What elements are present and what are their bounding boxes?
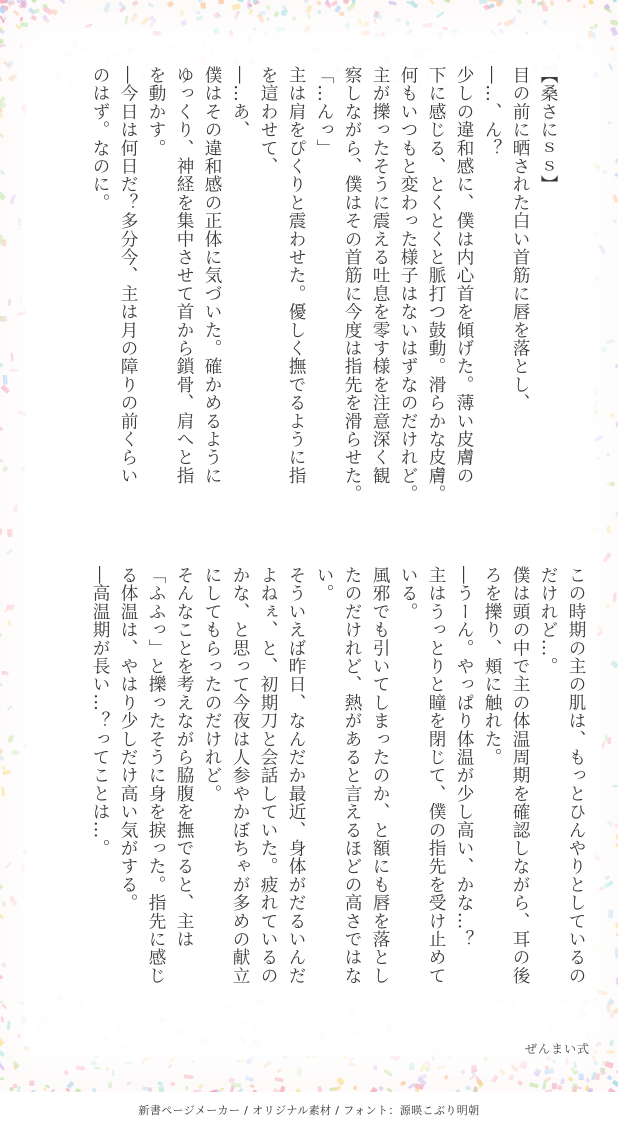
confetti-piece	[76, 1065, 85, 1070]
confetti-piece	[442, 27, 448, 30]
confetti-piece	[51, 9, 58, 16]
confetti-piece	[373, 18, 377, 25]
confetti-piece	[599, 887, 604, 891]
confetti-piece	[305, 5, 312, 14]
confetti-piece	[542, 19, 547, 25]
confetti-piece	[460, 1069, 465, 1074]
confetti-piece	[19, 1001, 25, 1006]
confetti-piece	[614, 922, 618, 928]
confetti-piece	[0, 362, 3, 368]
confetti-piece	[586, 1078, 590, 1083]
confetti-piece	[567, 1076, 573, 1082]
confetti-piece	[542, 1080, 547, 1090]
confetti-piece	[331, 0, 338, 7]
confetti-piece	[20, 466, 25, 472]
confetti-piece	[565, 1057, 569, 1065]
confetti-piece	[516, 0, 522, 5]
confetti-piece	[198, 0, 204, 3]
confetti-piece	[597, 990, 608, 995]
confetti-piece	[595, 1041, 602, 1047]
footer-credit: 新書ページメーカー / オリジナル素材 / フォント：源暎こぶり明朝	[0, 1092, 618, 1132]
confetti-piece	[108, 1081, 112, 1088]
confetti-piece	[1, 787, 5, 797]
confetti-piece	[250, 1084, 255, 1088]
confetti-piece	[573, 1062, 576, 1069]
confetti-piece	[10, 369, 20, 372]
confetti-piece	[13, 504, 19, 512]
confetti-piece	[148, 15, 156, 24]
confetti-piece	[8, 620, 12, 626]
confetti-piece	[184, 1074, 194, 1079]
confetti-piece	[0, 1063, 5, 1071]
confetti-piece	[12, 750, 20, 755]
confetti-piece	[606, 1050, 614, 1054]
confetti-piece	[588, 0, 594, 5]
confetti-piece	[612, 0, 617, 3]
confetti-piece	[436, 11, 445, 18]
confetti-piece	[0, 1016, 4, 1022]
confetti-piece	[593, 434, 603, 442]
confetti-piece	[2, 901, 7, 907]
confetti-piece	[346, 5, 354, 12]
confetti-piece	[12, 1061, 19, 1069]
confetti-piece	[429, 0, 434, 5]
confetti-piece	[20, 22, 28, 27]
confetti-piece	[0, 682, 3, 687]
confetti-piece	[379, 1086, 384, 1091]
confetti-piece	[292, 16, 297, 21]
confetti-piece	[1, 315, 7, 322]
confetti-piece	[511, 16, 516, 25]
confetti-piece	[12, 1083, 17, 1088]
confetti-piece	[339, 12, 344, 16]
confetti-piece	[180, 20, 187, 27]
confetti-piece	[608, 909, 614, 918]
confetti-piece	[550, 0, 554, 6]
confetti-piece	[0, 1000, 3, 1003]
confetti-piece	[409, 0, 418, 8]
confetti-piece	[2, 466, 9, 472]
confetti-piece	[228, 1077, 235, 1083]
confetti-piece	[213, 28, 221, 35]
confetti-piece	[590, 26, 594, 29]
confetti-piece	[234, 10, 240, 19]
confetti-piece	[533, 1068, 542, 1077]
confetti-piece	[0, 1049, 5, 1056]
confetti-piece	[20, 297, 23, 307]
confetti-piece	[603, 880, 613, 888]
confetti-piece	[557, 1085, 562, 1090]
confetti-piece	[612, 593, 617, 603]
confetti-piece	[610, 660, 618, 669]
confetti-piece	[125, 1062, 134, 1065]
confetti-piece	[1, 766, 6, 771]
confetti-piece	[612, 1080, 618, 1088]
confetti-piece	[333, 1086, 341, 1092]
confetti-piece	[7, 605, 15, 610]
confetti-piece	[604, 734, 607, 742]
confetti-piece	[0, 385, 10, 394]
confetti-piece	[483, 1056, 488, 1062]
confetti-piece	[232, 3, 241, 10]
confetti-piece	[266, 5, 271, 10]
confetti-piece	[0, 528, 2, 535]
confetti-piece	[11, 352, 14, 361]
confetti-piece	[198, 1083, 204, 1089]
confetti-piece	[237, 0, 243, 2]
confetti-piece	[0, 191, 6, 200]
confetti-piece	[357, 18, 363, 26]
confetti-piece	[598, 244, 606, 254]
confetti-piece	[607, 1004, 611, 1013]
confetti-piece	[606, 453, 611, 458]
confetti-piece	[551, 1059, 556, 1064]
confetti-piece	[307, 14, 311, 20]
confetti-piece	[602, 170, 607, 174]
confetti-piece	[465, 1085, 471, 1090]
confetti-piece	[200, 2, 206, 9]
confetti-piece	[126, 1082, 131, 1085]
confetti-piece	[91, 1060, 97, 1066]
confetti-piece	[141, 16, 150, 26]
confetti-piece	[218, 0, 224, 5]
confetti-piece	[132, 0, 139, 6]
confetti-piece	[253, 27, 257, 31]
confetti-piece	[3, 375, 8, 385]
confetti-piece	[597, 626, 604, 633]
confetti-piece	[615, 948, 618, 958]
confetti-piece	[8, 74, 17, 82]
author-signature: ぜんまい式	[524, 1042, 590, 1056]
confetti-piece	[17, 1034, 21, 1039]
confetti-piece	[157, 1081, 163, 1085]
confetti-piece	[148, 2, 154, 7]
confetti-piece	[479, 0, 487, 4]
confetti-piece	[112, 1069, 115, 1076]
confetti-piece	[444, 0, 451, 3]
confetti-piece	[352, 0, 356, 4]
confetti-piece	[0, 633, 2, 637]
confetti-piece	[606, 526, 611, 534]
confetti-piece	[0, 884, 3, 890]
confetti-piece	[149, 23, 153, 27]
confetti-piece	[9, 194, 16, 204]
confetti-piece	[524, 31, 528, 35]
confetti-piece	[231, 1083, 241, 1087]
confetti-piece	[605, 875, 611, 880]
confetti-piece	[263, 1061, 272, 1068]
confetti-piece	[438, 1065, 446, 1070]
confetti-piece	[245, 1057, 253, 1065]
confetti-piece	[606, 820, 613, 827]
confetti-piece	[266, 17, 271, 22]
confetti-piece	[0, 26, 3, 31]
confetti-piece	[395, 18, 401, 22]
confetti-piece	[597, 457, 601, 461]
confetti-piece	[20, 864, 25, 872]
confetti-piece	[85, 23, 93, 28]
confetti-piece	[7, 529, 13, 537]
confetti-piece	[348, 1057, 355, 1062]
confetti-piece	[317, 10, 322, 15]
confetti-piece	[0, 914, 4, 920]
confetti-piece	[517, 1080, 523, 1086]
confetti-piece	[303, 25, 311, 33]
confetti-piece	[7, 735, 14, 744]
confetti-piece	[31, 15, 38, 21]
confetti-piece	[612, 785, 618, 788]
confetti-piece	[276, 27, 286, 32]
confetti-piece	[195, 15, 203, 21]
confetti-piece	[0, 44, 6, 48]
confetti-piece	[408, 1083, 416, 1089]
confetti-piece	[497, 21, 503, 26]
confetti-piece	[491, 1075, 498, 1083]
text-block-bottom: この時期の主の肌は、もっとひんやりとしているの だけれど…。 僕は頭の中で主の体温周期を確認しながら、耳の後 ろを擽り、頬に触れた。 ―うーん。やっぱり体温が少し高い、かな…？ 主はうっとりと瞳を閉じて、僕の指先を受け止めて いる。 風邪でも引いてしまったのか、と額にも唇を落とし たのだけれど、熱があると言えるほどの高さではな い。 そういえば昨日、なんだか最近、身体がだるいんだ よねぇ、と、初期刀と会話していた。疲れているの かな、と思って今夜は人参やかぼちゃが多めの献立 にしてもらったのだけれど。 そんなことを考えながら脇腹を撫でると、主は 「ふふっ」と擽ったそうに身を捩った。指先に感じ る体温は、やはり少しだけ高い気がする。 ―高温期が長い…？ってことは…。	[90, 566, 586, 985]
confetti-piece	[169, 1057, 176, 1064]
confetti-piece	[221, 1087, 225, 1090]
confetti-piece	[594, 275, 599, 280]
confetti-piece	[388, 1, 397, 6]
confetti-piece	[609, 481, 615, 487]
confetti-piece	[596, 631, 602, 637]
confetti-piece	[195, 10, 201, 14]
confetti-piece	[409, 1062, 414, 1070]
confetti-piece	[7, 705, 13, 711]
confetti-piece	[276, 1068, 282, 1073]
confetti-piece	[130, 13, 138, 23]
confetti-piece	[144, 1057, 152, 1060]
confetti-piece	[0, 975, 3, 980]
confetti-piece	[124, 16, 128, 25]
confetti-piece	[560, 1078, 565, 1084]
confetti-piece	[63, 1069, 69, 1075]
confetti-piece	[179, 10, 185, 17]
confetti-piece	[0, 753, 4, 761]
confetti-piece	[601, 741, 605, 748]
confetti-piece	[604, 1061, 613, 1069]
confetti-piece	[2, 239, 7, 246]
confetti-piece	[610, 27, 618, 37]
confetti-piece	[247, 0, 251, 9]
confetti-piece	[24, 1046, 29, 1051]
confetti-piece	[593, 1049, 599, 1055]
confetti-piece	[605, 339, 614, 344]
confetti-piece	[66, 1081, 74, 1089]
confetti-piece	[0, 1037, 5, 1046]
confetti-piece	[592, 1055, 596, 1062]
confetti-piece	[610, 413, 615, 418]
confetti-piece	[259, 11, 266, 16]
confetti-piece	[191, 1059, 196, 1063]
confetti-piece	[343, 0, 351, 5]
confetti-piece	[345, 23, 351, 30]
confetti-piece	[601, 346, 607, 352]
confetti-piece	[612, 194, 618, 203]
confetti-piece	[384, 1069, 393, 1077]
confetti-piece	[614, 172, 618, 177]
confetti-piece	[602, 553, 611, 563]
confetti-piece	[6, 549, 13, 555]
confetti-piece	[5, 861, 13, 869]
confetti-piece	[609, 1039, 615, 1046]
confetti-piece	[217, 14, 221, 18]
confetti-piece	[578, 1073, 584, 1080]
confetti-piece	[471, 1065, 477, 1073]
confetti-piece	[105, 1066, 109, 1071]
confetti-piece	[0, 102, 6, 108]
confetti-piece	[499, 1068, 506, 1075]
confetti-piece	[424, 1065, 431, 1072]
confetti-piece	[607, 121, 611, 124]
confetti-piece	[42, 15, 47, 22]
confetti-piece	[349, 1063, 356, 1067]
confetti-piece	[593, 1061, 598, 1066]
confetti-piece	[297, 1067, 302, 1075]
confetti-piece	[0, 425, 3, 431]
confetti-piece	[324, 1, 332, 9]
confetti-piece	[415, 1084, 419, 1089]
confetti-piece	[274, 1077, 283, 1083]
confetti-piece	[0, 458, 4, 462]
confetti-piece	[353, 1085, 358, 1090]
confetti-piece	[58, 0, 65, 4]
confetti-piece	[19, 44, 24, 49]
confetti-piece	[170, 1082, 175, 1086]
confetti-piece	[1, 962, 7, 968]
confetti-piece	[0, 1077, 4, 1080]
confetti-piece	[274, 11, 280, 17]
confetti-piece	[7, 1021, 11, 1031]
confetti-piece	[552, 1083, 557, 1090]
confetti-piece	[9, 1087, 14, 1092]
confetti-piece	[364, 21, 369, 27]
confetti-piece	[0, 76, 2, 82]
confetti-piece	[8, 299, 12, 306]
confetti-piece	[2, 1004, 8, 1010]
confetti-piece	[469, 1076, 475, 1081]
confetti-piece	[567, 0, 572, 2]
confetti-piece	[304, 0, 308, 3]
confetti-piece	[606, 604, 610, 609]
confetti-piece	[0, 131, 4, 137]
confetti-piece	[583, 4, 586, 8]
confetti-piece	[607, 737, 611, 744]
confetti-piece	[423, 23, 433, 28]
confetti-piece	[20, 17, 24, 22]
confetti-piece	[1, 671, 8, 676]
confetti-piece	[546, 1057, 551, 1061]
confetti-piece	[18, 218, 21, 227]
confetti-piece	[607, 1075, 613, 1081]
confetti-piece	[592, 32, 596, 38]
confetti-piece	[600, 1068, 605, 1073]
confetti-piece	[0, 38, 4, 44]
confetti-piece	[517, 9, 523, 14]
confetti-piece	[406, 28, 414, 36]
confetti-piece	[0, 748, 3, 755]
confetti-piece	[594, 23, 598, 28]
confetti-piece	[245, 1076, 254, 1082]
confetti-piece	[43, 1087, 47, 1091]
confetti-piece	[405, 21, 410, 27]
confetti-piece	[316, 0, 322, 6]
confetti-piece	[508, 1074, 514, 1081]
confetti-piece	[15, 227, 22, 230]
confetti-piece	[42, 4, 48, 8]
confetti-piece	[235, 1060, 245, 1063]
confetti-piece	[614, 822, 618, 828]
confetti-piece	[487, 0, 497, 2]
confetti-piece	[529, 1083, 539, 1088]
confetti-piece	[31, 0, 37, 3]
confetti-piece	[0, 113, 4, 119]
confetti-piece	[0, 107, 3, 113]
confetti-piece	[9, 896, 18, 907]
confetti-piece	[532, 0, 536, 3]
confetti-piece	[94, 1067, 101, 1070]
confetti-piece	[13, 10, 20, 17]
confetti-piece	[373, 1065, 377, 1070]
confetti-piece	[510, 1064, 519, 1072]
confetti-piece	[167, 1, 174, 8]
confetti-piece	[248, 9, 253, 15]
confetti-piece	[167, 1064, 172, 1069]
confetti-piece	[185, 1086, 189, 1090]
confetti-piece	[336, 1077, 345, 1086]
confetti-piece	[602, 1060, 605, 1065]
confetti-piece	[612, 219, 618, 224]
confetti-piece	[449, 29, 459, 33]
confetti-piece	[0, 170, 5, 175]
confetti-piece	[29, 1080, 34, 1086]
confetti-piece	[610, 46, 615, 51]
confetti-piece	[444, 1074, 449, 1079]
confetti-piece	[498, 28, 504, 35]
confetti-piece	[610, 20, 618, 26]
text-block-top: 【桑さにｓｓ】 目の前に晒された白い首筋に唇を落とし、 ―…、ん？ 少しの違和感に、僕は内心首を傾げた。薄い皮膚の 下に感じる、とくとくと脈打つ鼓動。滑らかな皮膚。 何もいつもと変わった様子はないはずなのだけれど。 主が擽ったそうに震える吐息を零す様を注意深く観 察しながら、僕はその首筋に今度は指先を滑らせた。 「…んっ」 主は肩をぴくりと震わせた。優しく撫でるように指 を這わせて、 ―…あ、 僕はその違和感の正体に気づいた。確かめるように ゆっくり、神経を集中させて首から鎖骨、肩へと指 を動かす。 ―今日は何日だ？多分今、主は月の障りの前くらい のはず。なのに。	[90, 66, 558, 503]
confetti-piece	[103, 2, 111, 13]
confetti-piece	[608, 63, 613, 71]
